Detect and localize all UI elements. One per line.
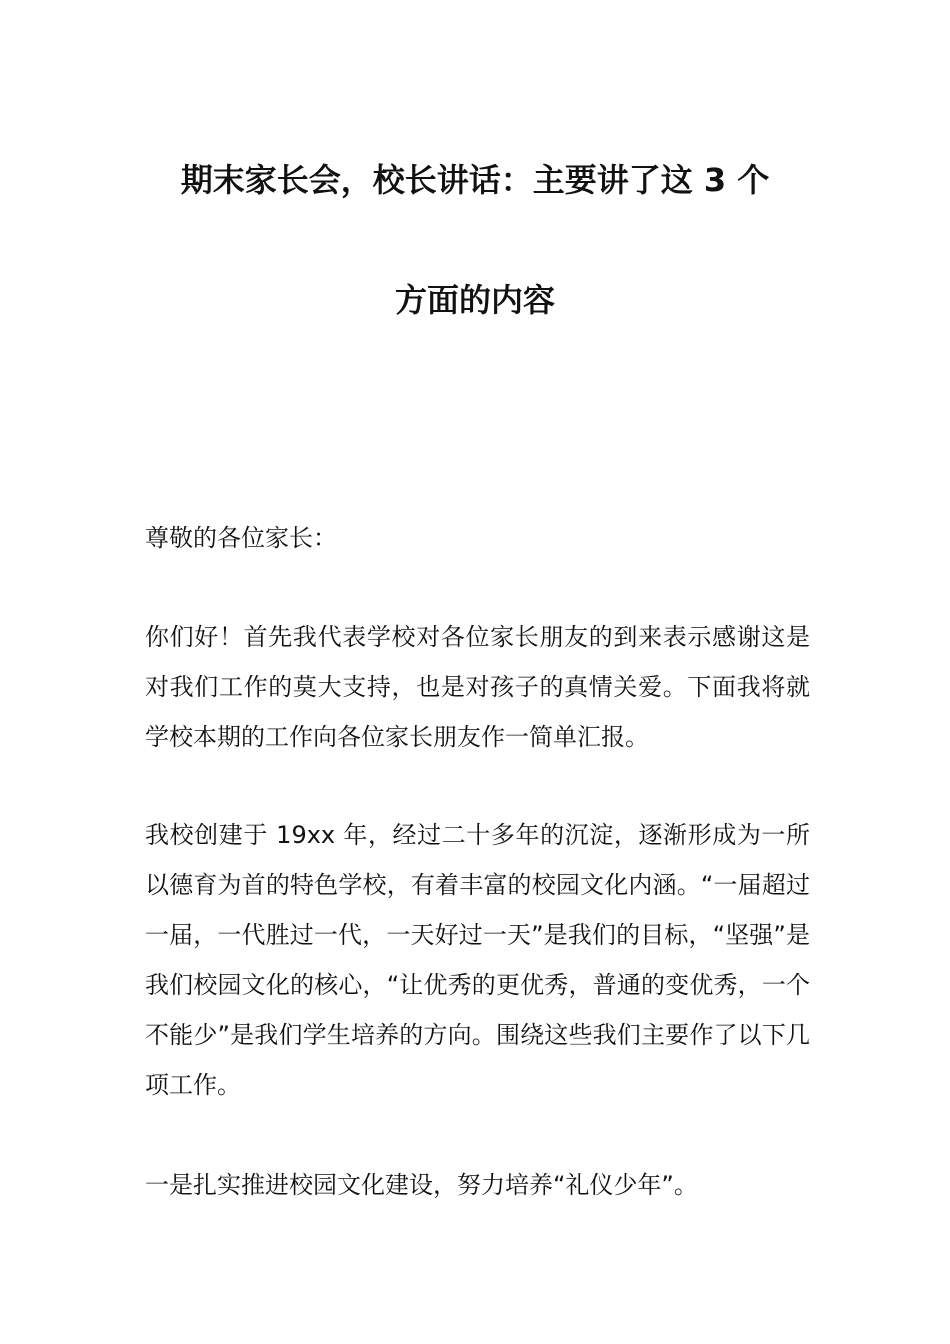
paragraph-first-point: 一是扎实推进校园文化建设，努力培养“礼仪少年”。 [145, 1171, 698, 1199]
salutation: 尊敬的各位家长： [145, 524, 337, 552]
document-title-line-2: 方面的内容 [394, 281, 555, 319]
paragraph-school-intro: 我校创建于 19xx 年，经过二十多年的沉淀，逐渐形成为一所以德育为首的特色学校，有着丰富的校园文化内涵。“一届超过一届，一代胜过一代，一天好过一天”是我们的目标，“坚强”是我们校园文化的核心，“让优秀的更优秀，普通的变优秀，一个不能少”是我们学生培养的方向。围绕这些我们主要作了以下几项工作。 [145, 821, 810, 1099]
document-title-line-1: 期末家长会，校长讲话：主要讲了这 3 个 [180, 161, 770, 199]
paragraph-opening: 你们好！首先我代表学校对各位家长朋友的到来表示感谢这是对我们工作的莫大支持，也是对孩子的真情关爱。下面我将就学校本期的工作向各位家长朋友作一简单汇报。 [145, 623, 810, 751]
